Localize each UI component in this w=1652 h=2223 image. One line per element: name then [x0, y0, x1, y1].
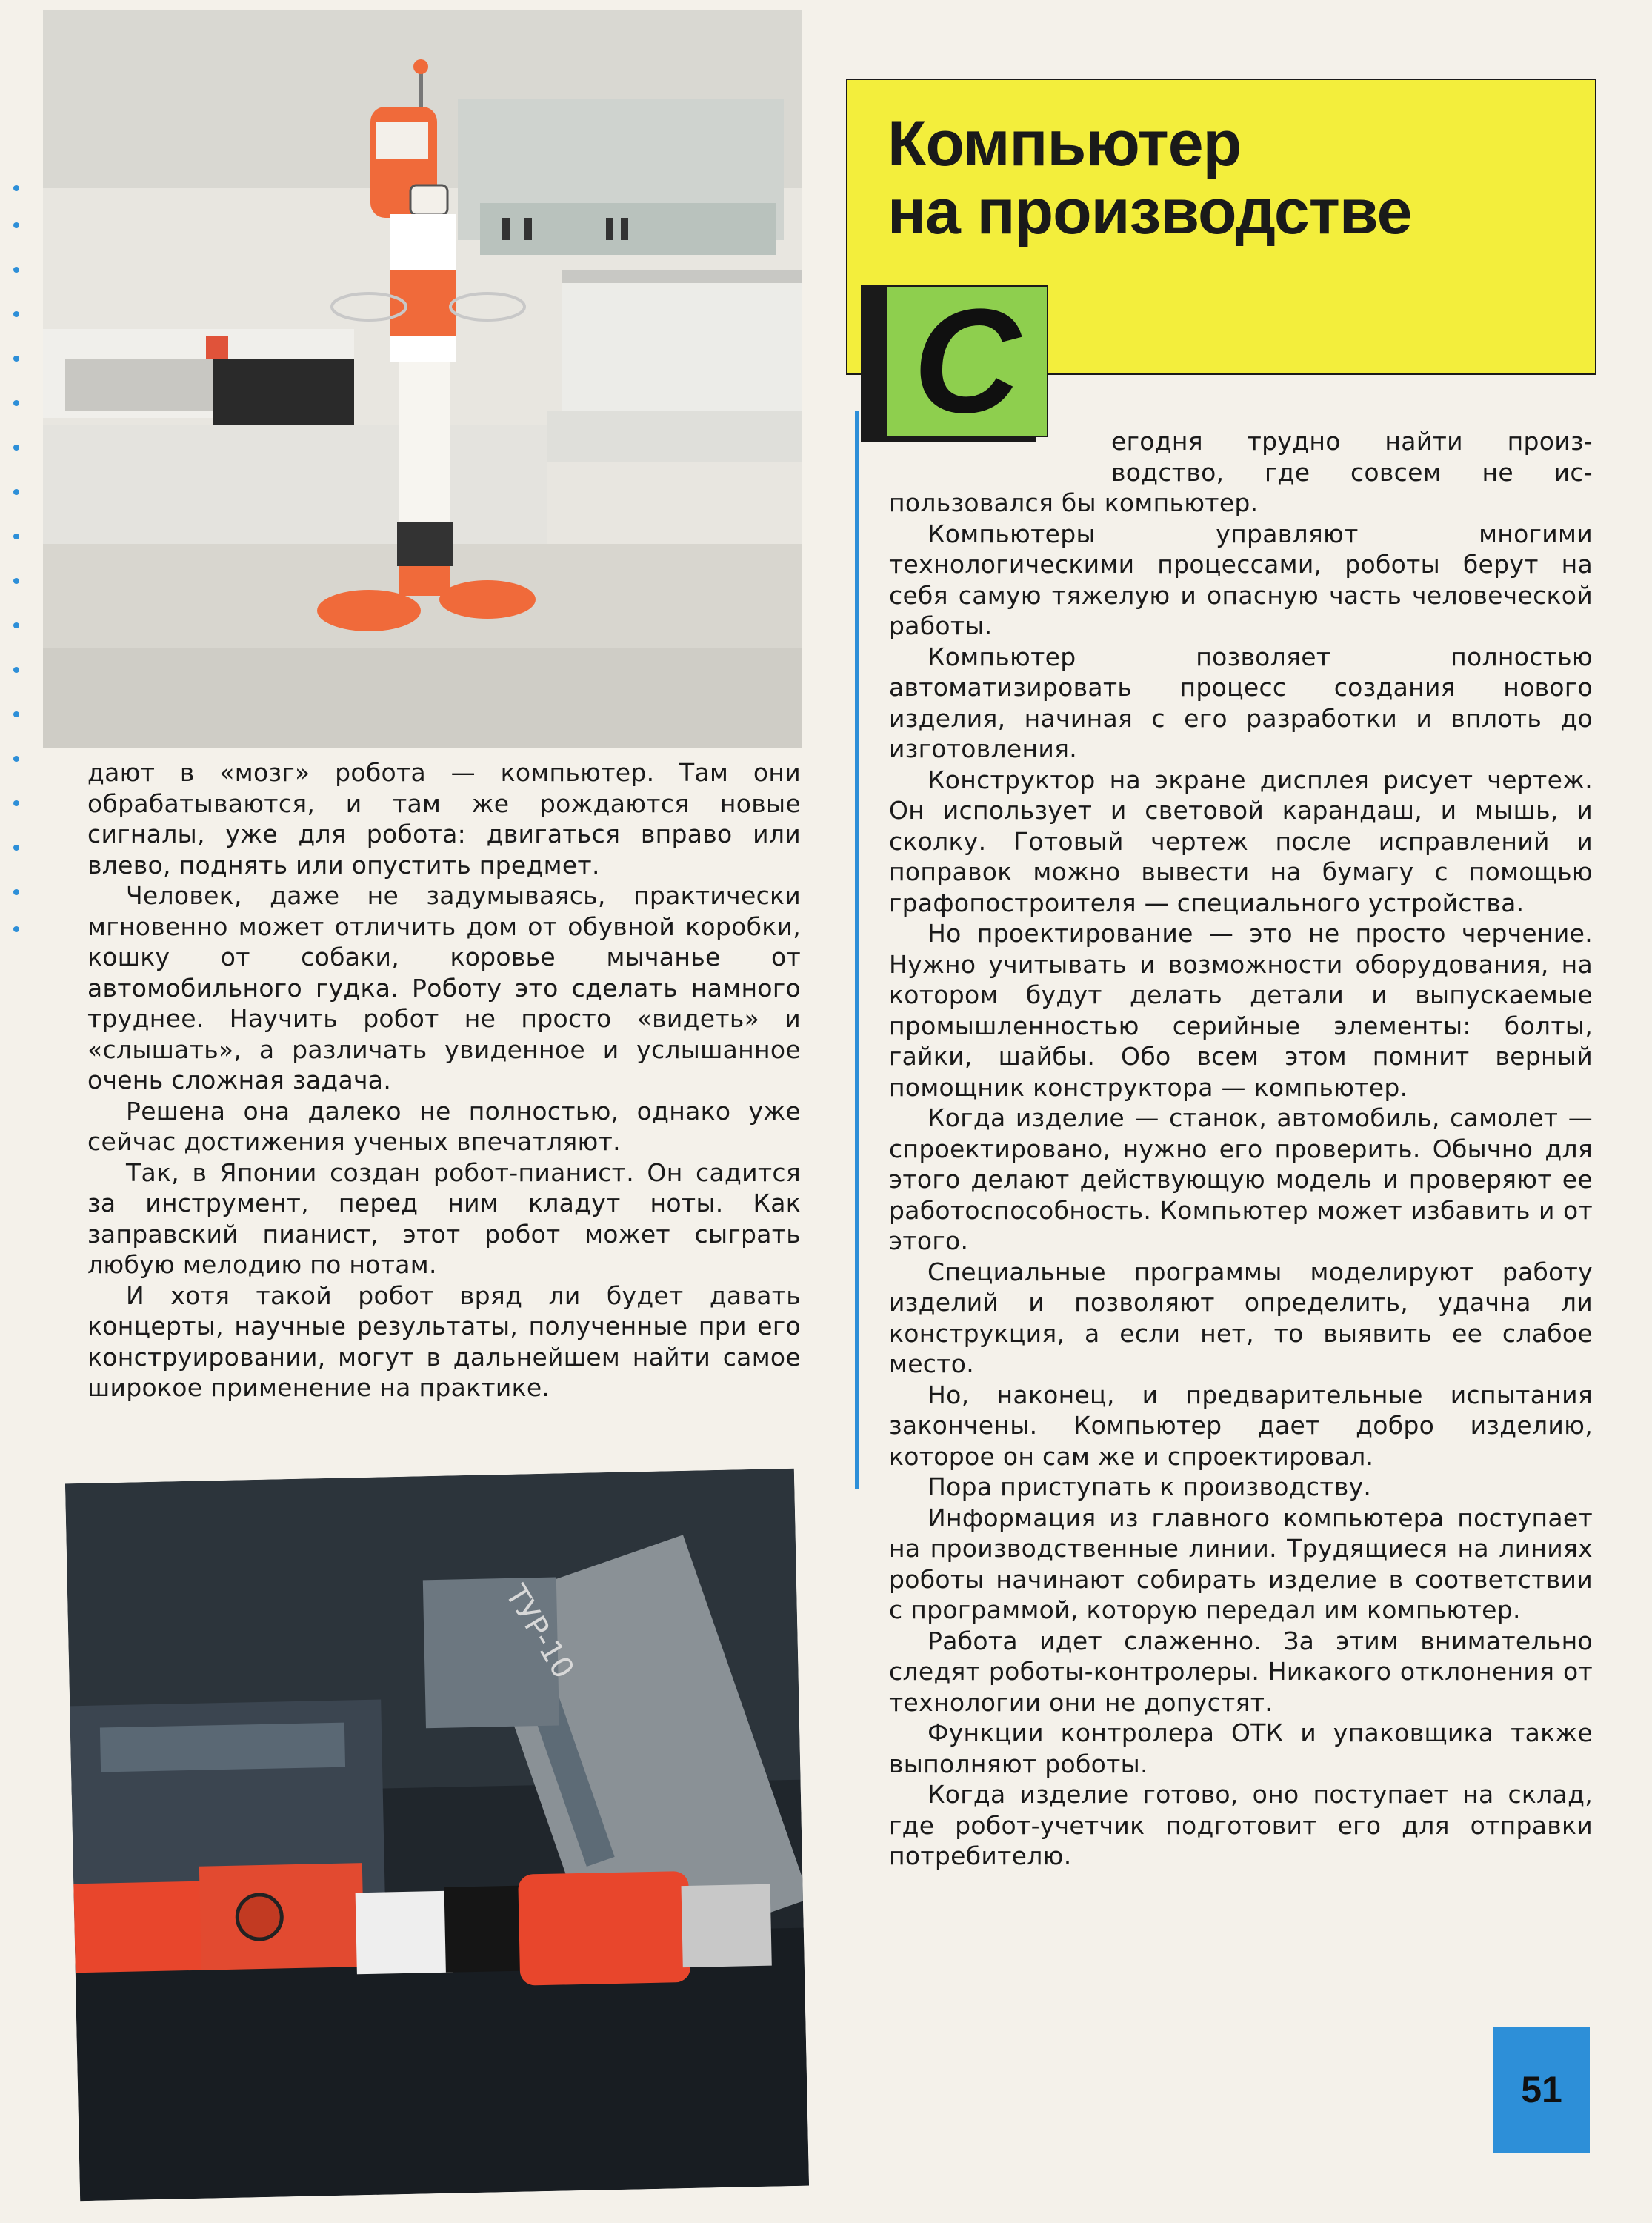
right-paragraph: Компьютер позволяет полностью автоматизировать процесс создания нового изделия, начиная с его разработки и вплоть до изготовления. [889, 642, 1593, 763]
right-paragraph: Когда изделие — станок, автомобиль, самолет — спроектировано, нужно его проверить. Обычно для этого делают действующую модель и проверяют ее работоспособность. Компьютер может избавить и от этого. [889, 1103, 1593, 1255]
right-paragraph: Компьютеры управляют многими технологическими процессами, роботы берут на себя самую тяжелую и опасную часть человеческой работы. [889, 519, 1593, 640]
left-paragraph: Так, в Японии создан робот-пианист. Он садится за инструмент, перед ним кладут ноты. Как заправский пианист, этот робот может сыграть любую мелодию по нотам. [87, 1157, 801, 1279]
right-paragraph: Пора приступать к производству. [927, 1472, 1372, 1501]
right-paragraph: Но, наконец, и предварительные испытания закончены. Компьютер дает добро изделию, которое он сам же и спроектировал. [889, 1380, 1593, 1471]
right-paragraph: Когда изделие готово, оно поступает на склад, где робот-учетчик подготовит его для отправки потребителю. [889, 1780, 1593, 1870]
right-paragraph: Работа идет слаженно. За этим внимательно следят роботы-контролеры. Никакого отклонения от технологии они не допустят. [889, 1626, 1593, 1717]
page-number: 51 [1493, 2027, 1590, 2153]
right-paragraph: Информация из главного компьютера поступает на производственные линии. Трудящиеся на линиях роботы начинают собирать изделие в соответствии с программой, которую передал им компьютер. [889, 1503, 1593, 1624]
robot-label-text: ТУР-10 [498, 1579, 581, 1685]
drop-cap: С [885, 285, 1048, 437]
right-paragraph: Но проектирование — это не просто черчение. Нужно учитывать и возможности оборудования, на котором будут делать детали и выпускаемые промышленностью серийные элементы: болты, гайки, шайбы. Обо всем этом помнит верный помощник конструктора — компьютер. [889, 919, 1593, 1102]
right-paragraph: Функции контролера ОТК и упаковщика также выполняют роботы. [889, 1718, 1593, 1778]
intro-line: пользовался бы компьютер. [889, 488, 1259, 517]
left-paragraph: Человек, даже не задумываясь, практически мгновенно может отличить дом от обувной коробки, кошку от собаки, коровье мычанье от автомобильного гудка. Роботу это сделать намного труднее. Научить робот не просто «видеть» и «слышать», а различать увиденное и услышанное очень сложная задача. [87, 881, 801, 1094]
right-column [889, 426, 1593, 1872]
page-title: Компьютер на производстве [887, 108, 1412, 247]
left-column [87, 757, 801, 1403]
right-paragraph: Конструктор на экране дисплея рисует чертеж. Он использует и световой карандаш, и мышь, и сколку. Готовый чертеж после исправлений и поправок можно вывести на бумагу с помощью графопостроителя — специального устройства. [889, 765, 1593, 917]
left-paragraph: дают в «мозг» робота — компьютер. Там они обрабатываются, и там же рождаются новые сигналы, уже для робота: двигаться вправо или влево, поднять или опустить предмет. [87, 758, 801, 880]
blue-rule [855, 411, 859, 1489]
left-paragraph: И хотя такой робот вряд ли будет давать концерты, научные результаты, полученные при его конструировании, могут в дальнейшем найти самое широкое применение на практике. [87, 1280, 801, 1402]
left-paragraph: Решена она далеко не полностью, однако уже сейчас достижения ученых впечатляют. [87, 1096, 801, 1156]
intro-line: егодня трудно найти произ- [1111, 427, 1593, 456]
robot-arm-photo [65, 1469, 809, 2201]
robot-photo [43, 10, 802, 748]
intro-line: водство, где совсем не ис- [1111, 457, 1593, 487]
blue-dots-decoration [6, 178, 28, 993]
right-paragraph: Специальные программы моделируют работу изделий и позволяют определить, удачна ли конструкция, а если нет, то выявить ее слабое место. [889, 1257, 1593, 1378]
